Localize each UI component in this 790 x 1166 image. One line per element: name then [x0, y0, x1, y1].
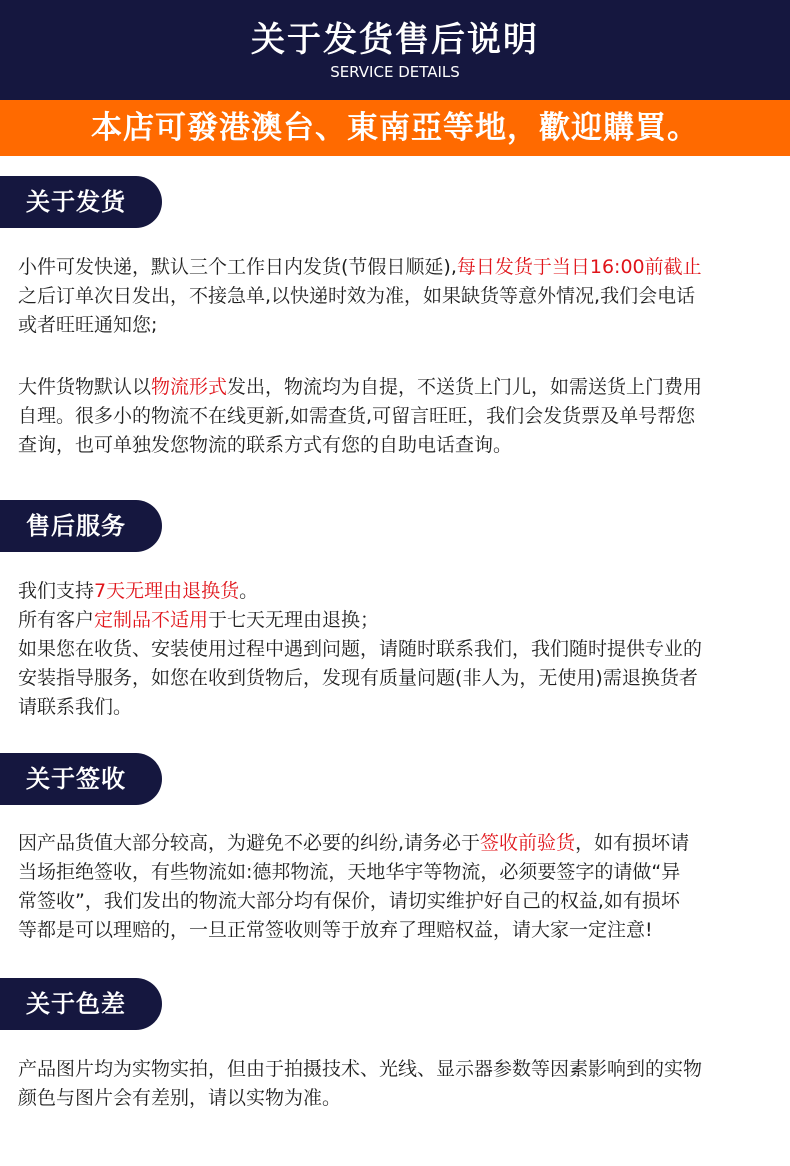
after-sales-paragraph: [18, 577, 776, 722]
text-line: [18, 373, 776, 402]
text-line: 或者旺旺通知您;: [18, 314, 158, 336]
text-line: [18, 577, 776, 606]
section-heading-shipping: 关于发货: [0, 176, 162, 228]
text-span: 我们支持: [18, 580, 95, 602]
text-line: 之后订单次日发出，不接急单,以快递时效为准，如果缺货等意外情况,我们会电话: [18, 285, 696, 307]
signing-paragraph: [18, 829, 776, 945]
text-line: [18, 829, 776, 858]
shipping-regions-banner: 本店可發港澳台、東南亞等地，歡迎購買。: [0, 100, 790, 156]
text-span: 大件货物默认以: [18, 376, 152, 398]
text-line: 等都是可以理赔的，一旦正常签收则等于放弃了理赔权益，请大家一定注意!: [18, 919, 653, 941]
shipping-paragraph-2: [18, 373, 776, 460]
text-span: ，如有损坏请: [575, 832, 690, 854]
text-line: 安装指导服务，如您在收到货物后，发现有质量问题(非人为，无使用)需退换货者: [18, 667, 698, 689]
section-heading-signing: 关于签收: [0, 753, 162, 805]
text-line: 自理。很多小的物流不在线更新,如需查货,可留言旺旺，我们会发货票及单号帮您: [18, 405, 696, 427]
section-heading-after-sales: 售后服务: [0, 500, 162, 552]
text-line: 如果您在收货、安装使用过程中遇到问题，请随时联系我们，我们随时提供专业的: [18, 638, 703, 660]
page-header: [0, 0, 790, 100]
text-line: [18, 606, 776, 635]
page-subtitle: SERVICE DETAILS: [330, 63, 460, 81]
return-policy-highlight: 7天无理由退换货: [94, 580, 240, 602]
text-span: 。: [239, 580, 259, 602]
text-line: 常签收”，我们发出的物流大部分均有保价，请切实维护好自己的权益,如有损坏: [18, 890, 680, 912]
color-difference-paragraph: [18, 1055, 776, 1113]
text-span: 于七天无理由退换；: [208, 609, 380, 631]
text-line: [18, 253, 776, 282]
text-line: 颜色与图片会有差别，请以实物为准。: [18, 1087, 342, 1109]
custom-goods-highlight: 定制品不适用: [94, 609, 209, 631]
shipping-paragraph-1: [18, 253, 776, 340]
logistics-highlight: 物流形式: [151, 376, 228, 398]
text-line: 当场拒绝签收，有些物流如:德邦物流，天地华宇等物流，必须要签字的请做“异: [18, 861, 681, 883]
text-span: 小件可发快递，默认三个工作日内发货(节假日顺延),: [18, 256, 457, 278]
section-heading-color-difference: 关于色差: [0, 978, 162, 1030]
cutoff-time-highlight: 每日发货于当日16:00前截止: [456, 256, 702, 278]
text-span: 发出，物流均为自提，不送货上门儿，如需送货上门费用: [227, 376, 703, 398]
inspect-before-signing-highlight: 签收前验货: [480, 832, 576, 854]
text-line: 产品图片均为实物实拍，但由于拍摄技术、光线、显示器参数等因素影响到的实物: [18, 1058, 703, 1080]
text-span: 因产品货值大部分较高，为避免不必要的纠纷,请务必于: [18, 832, 481, 854]
text-line: 请联系我们。: [18, 696, 133, 718]
text-span: 所有客户: [18, 609, 95, 631]
text-line: 查询，也可单独发您物流的联系方式有您的自助电话查询。: [18, 434, 513, 456]
page-title: 关于发货售后说明: [251, 20, 539, 60]
